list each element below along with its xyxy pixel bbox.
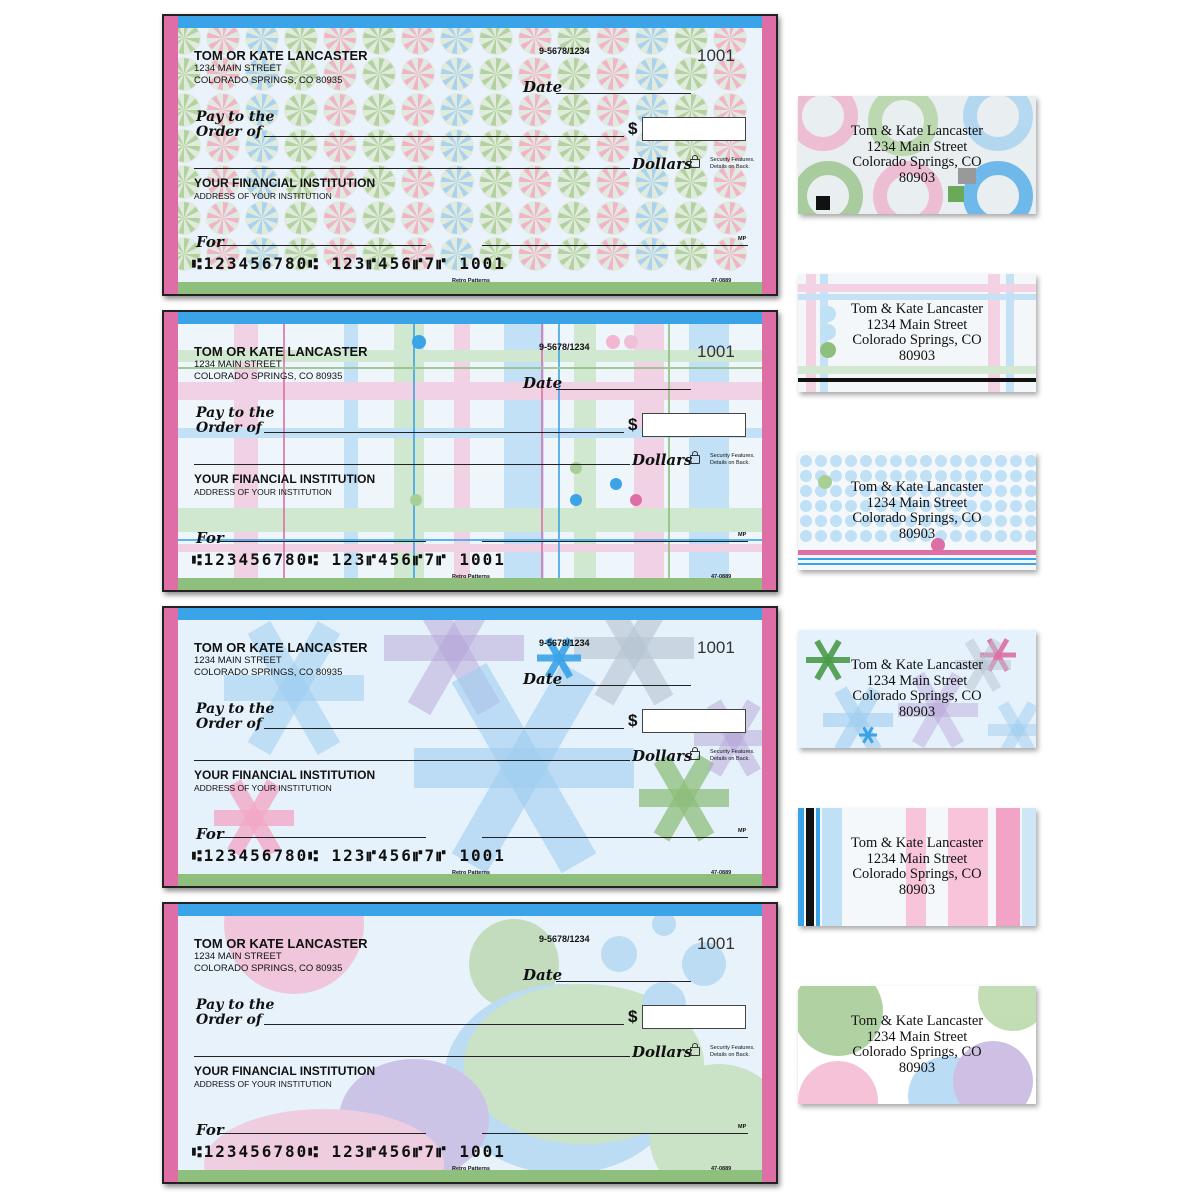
dollars-label: Dollars bbox=[632, 747, 693, 765]
label-address bbox=[798, 658, 1036, 720]
design-code: 47-0889 bbox=[711, 870, 732, 876]
security-note bbox=[710, 453, 755, 467]
address-label-asterisks bbox=[798, 630, 1036, 748]
label-city: Colorado Springs, CO bbox=[852, 510, 982, 527]
lock-icon bbox=[690, 751, 700, 760]
check-right-edge bbox=[762, 608, 776, 886]
bank-address: ADDRESS OF YOUR INSTITUTION bbox=[194, 1079, 332, 1089]
check-asterisks bbox=[162, 606, 778, 888]
label-name: Tom & Kate Lancaster bbox=[850, 657, 984, 673]
lock-icon bbox=[690, 159, 700, 168]
check-right-edge bbox=[762, 904, 776, 1182]
lock-icon bbox=[690, 1047, 700, 1056]
written-amount-line bbox=[194, 168, 630, 169]
date-label: Date bbox=[523, 78, 563, 96]
check-top-band bbox=[178, 16, 762, 28]
bank-address: ADDRESS OF YOUR INSTITUTION bbox=[194, 487, 332, 497]
pay-to-label bbox=[196, 998, 274, 1028]
bank-address: ADDRESS OF YOUR INSTITUTION bbox=[194, 191, 332, 201]
micr-line: ⑆123456780⑆ 123⑈456⑈7⑈ 1001 bbox=[192, 550, 506, 569]
mp-mark: MP bbox=[738, 1124, 747, 1130]
check-left-edge bbox=[164, 904, 178, 1182]
pay-to-label bbox=[196, 406, 274, 436]
security-line2: Details on Back. bbox=[710, 164, 750, 170]
label-address bbox=[798, 302, 1036, 364]
payee-line bbox=[264, 728, 624, 729]
dollar-sign: $ bbox=[628, 415, 638, 434]
label-street: 1234 Main Street bbox=[866, 850, 968, 867]
owner-city: COLORADO SPRINGS, CO 80935 bbox=[194, 75, 343, 86]
label-name: Tom & Kate Lancaster bbox=[850, 1013, 984, 1029]
dollar-sign: $ bbox=[628, 1007, 638, 1026]
for-label: For bbox=[196, 233, 224, 251]
pay-label-line1: Pay to the bbox=[196, 997, 275, 1013]
check-left-edge bbox=[164, 16, 178, 294]
amount-box bbox=[642, 1005, 746, 1029]
owner-name: TOM OR KATE LANCASTER bbox=[194, 640, 368, 655]
date-label: Date bbox=[523, 670, 563, 688]
label-street: 1234 Main Street bbox=[866, 316, 968, 333]
security-line2: Details on Back. bbox=[710, 756, 750, 762]
check-right-edge bbox=[762, 312, 776, 590]
security-line1: Security Features. bbox=[710, 453, 755, 459]
security-note bbox=[710, 1045, 755, 1059]
label-street: 1234 Main Street bbox=[866, 1028, 968, 1045]
owner-street: 1234 MAIN STREET bbox=[194, 359, 282, 370]
security-note bbox=[710, 749, 755, 763]
label-city: Colorado Springs, CO bbox=[852, 688, 982, 705]
mp-mark: MP bbox=[738, 828, 747, 834]
address-label-bubbles bbox=[798, 986, 1036, 1104]
label-street: 1234 Main Street bbox=[866, 672, 968, 689]
label-zip: 80903 bbox=[898, 1059, 936, 1076]
label-city: Colorado Springs, CO bbox=[852, 1044, 982, 1061]
security-line1: Security Features. bbox=[710, 157, 755, 163]
pay-label-line2: Order of bbox=[196, 1012, 262, 1028]
routing-fraction: 9-5678/1234 bbox=[539, 342, 590, 352]
check-number: 1001 bbox=[697, 46, 735, 65]
memo-line bbox=[218, 541, 426, 542]
check-number: 1001 bbox=[697, 638, 735, 657]
check-pinwheel bbox=[162, 14, 778, 296]
signature-line bbox=[482, 1133, 748, 1134]
signature-line bbox=[482, 837, 748, 838]
pay-to-label bbox=[196, 110, 274, 140]
label-name: Tom & Kate Lancaster bbox=[850, 835, 984, 851]
label-name: Tom & Kate Lancaster bbox=[850, 123, 984, 139]
label-name: Tom & Kate Lancaster bbox=[850, 301, 984, 317]
dollars-label: Dollars bbox=[632, 1043, 693, 1061]
design-name: Retro Patterns bbox=[452, 1166, 490, 1172]
date-line bbox=[556, 685, 691, 686]
owner-street: 1234 MAIN STREET bbox=[194, 951, 282, 962]
check-plaid bbox=[162, 310, 778, 592]
payee-line bbox=[264, 136, 624, 137]
written-amount-line bbox=[194, 1056, 630, 1057]
amount-box bbox=[642, 413, 746, 437]
label-address bbox=[798, 836, 1036, 898]
check-number: 1001 bbox=[697, 342, 735, 361]
label-city: Colorado Springs, CO bbox=[852, 154, 982, 171]
date-line bbox=[556, 981, 691, 982]
date-label: Date bbox=[523, 966, 563, 984]
for-label: For bbox=[196, 825, 224, 843]
lock-icon bbox=[690, 455, 700, 464]
label-address bbox=[798, 124, 1036, 186]
label-city: Colorado Springs, CO bbox=[852, 866, 982, 883]
design-name: Retro Patterns bbox=[452, 870, 490, 876]
address-label-plaid bbox=[798, 274, 1036, 392]
address-label-stripes bbox=[798, 808, 1036, 926]
bank-name: YOUR FINANCIAL INSTITUTION bbox=[194, 176, 376, 190]
bank-name: YOUR FINANCIAL INSTITUTION bbox=[194, 472, 376, 486]
date-line bbox=[556, 93, 691, 94]
dollars-label: Dollars bbox=[632, 451, 693, 469]
memo-line bbox=[218, 245, 426, 246]
pay-label-line2: Order of bbox=[196, 124, 262, 140]
check-bubbles bbox=[162, 902, 778, 1184]
for-label: For bbox=[196, 1121, 224, 1139]
check-left-edge bbox=[164, 608, 178, 886]
check-top-band bbox=[178, 312, 762, 324]
label-street: 1234 Main Street bbox=[866, 138, 968, 155]
label-zip: 80903 bbox=[898, 703, 936, 720]
for-label: For bbox=[196, 529, 224, 547]
address-label-circles bbox=[798, 96, 1036, 214]
written-amount-line bbox=[194, 760, 630, 761]
payee-line bbox=[264, 1024, 624, 1025]
pay-label-line1: Pay to the bbox=[196, 109, 275, 125]
dollars-label: Dollars bbox=[632, 155, 693, 173]
label-address bbox=[798, 480, 1036, 542]
check-top-band bbox=[178, 608, 762, 620]
routing-fraction: 9-5678/1234 bbox=[539, 638, 590, 648]
label-zip: 80903 bbox=[898, 169, 936, 186]
micr-line: ⑆123456780⑆ 123⑈456⑈7⑈ 1001 bbox=[192, 254, 506, 273]
label-street: 1234 Main Street bbox=[866, 494, 968, 511]
mp-mark: MP bbox=[738, 236, 747, 242]
pay-label-line2: Order of bbox=[196, 420, 262, 436]
bank-address: ADDRESS OF YOUR INSTITUTION bbox=[194, 783, 332, 793]
signature-line bbox=[482, 245, 748, 246]
security-line2: Details on Back. bbox=[710, 460, 750, 466]
written-amount-line bbox=[194, 464, 630, 465]
owner-name: TOM OR KATE LANCASTER bbox=[194, 48, 368, 63]
date-label: Date bbox=[523, 374, 563, 392]
owner-name: TOM OR KATE LANCASTER bbox=[194, 936, 368, 951]
date-line bbox=[556, 389, 691, 390]
amount-box bbox=[642, 117, 746, 141]
owner-city: COLORADO SPRINGS, CO 80935 bbox=[194, 371, 343, 382]
security-line1: Security Features. bbox=[710, 1045, 755, 1051]
memo-line bbox=[218, 837, 426, 838]
check-right-edge bbox=[762, 16, 776, 294]
address-label-dots bbox=[798, 452, 1036, 570]
micr-line: ⑆123456780⑆ 123⑈456⑈7⑈ 1001 bbox=[192, 1142, 506, 1161]
security-line2: Details on Back. bbox=[710, 1052, 750, 1058]
memo-line bbox=[218, 1133, 426, 1134]
check-number: 1001 bbox=[697, 934, 735, 953]
label-address bbox=[798, 1014, 1036, 1076]
label-zip: 80903 bbox=[898, 525, 936, 542]
check-left-edge bbox=[164, 312, 178, 590]
dollar-sign: $ bbox=[628, 711, 638, 730]
label-zip: 80903 bbox=[898, 881, 936, 898]
mp-mark: MP bbox=[738, 532, 747, 538]
pay-label-line1: Pay to the bbox=[196, 701, 275, 717]
payee-line bbox=[264, 432, 624, 433]
label-city: Colorado Springs, CO bbox=[852, 332, 982, 349]
check-top-band bbox=[178, 904, 762, 916]
pay-label-line1: Pay to the bbox=[196, 405, 275, 421]
design-name: Retro Patterns bbox=[452, 574, 490, 580]
design-code: 47-0889 bbox=[711, 1166, 732, 1172]
owner-city: COLORADO SPRINGS, CO 80935 bbox=[194, 667, 343, 678]
micr-line: ⑆123456780⑆ 123⑈456⑈7⑈ 1001 bbox=[192, 846, 506, 865]
owner-street: 1234 MAIN STREET bbox=[194, 655, 282, 666]
signature-line bbox=[482, 541, 748, 542]
dollar-sign: $ bbox=[628, 119, 638, 138]
routing-fraction: 9-5678/1234 bbox=[539, 934, 590, 944]
owner-street: 1234 MAIN STREET bbox=[194, 63, 282, 74]
design-name: Retro Patterns bbox=[452, 278, 490, 284]
security-note bbox=[710, 157, 755, 171]
owner-name: TOM OR KATE LANCASTER bbox=[194, 344, 368, 359]
label-name: Tom & Kate Lancaster bbox=[850, 479, 984, 495]
owner-city: COLORADO SPRINGS, CO 80935 bbox=[194, 963, 343, 974]
pay-label-line2: Order of bbox=[196, 716, 262, 732]
bank-name: YOUR FINANCIAL INSTITUTION bbox=[194, 768, 376, 782]
pay-to-label bbox=[196, 702, 274, 732]
security-line1: Security Features. bbox=[710, 749, 755, 755]
design-code: 47-0889 bbox=[711, 574, 732, 580]
design-code: 47-0889 bbox=[711, 278, 732, 284]
label-zip: 80903 bbox=[898, 347, 936, 364]
bank-name: YOUR FINANCIAL INSTITUTION bbox=[194, 1064, 376, 1078]
amount-box bbox=[642, 709, 746, 733]
routing-fraction: 9-5678/1234 bbox=[539, 46, 590, 56]
